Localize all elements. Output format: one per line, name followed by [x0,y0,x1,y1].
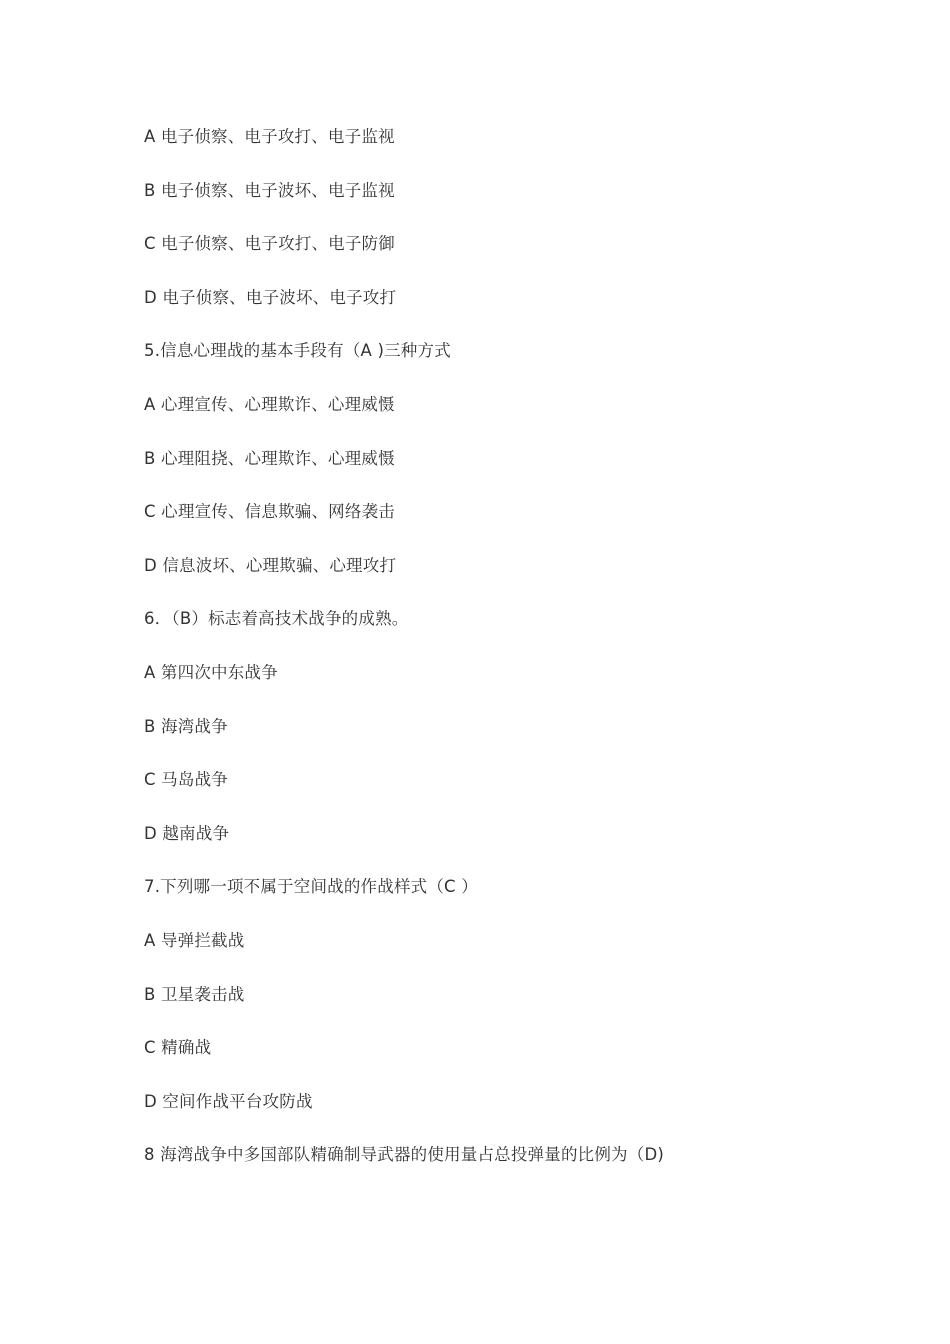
option-line: B 卫星袭击战 [144,984,245,1004]
option-line: D 信息波坏、心理欺骗、心理攻打 [144,555,397,575]
question-text-block [144,124,864,1196]
option-line: B 海湾战争 [144,716,228,736]
option-line: D 空间作战平台攻防战 [144,1091,313,1111]
question-line: 5.信息心理战的基本手段有（A )三种方式 [144,341,451,361]
question-line: 6．（B）标志着高技术战争的成熟。 [144,609,409,629]
option-line: A 心理宣传、心理欺诈、心理威慑 [144,394,395,414]
question-line: 8 海湾战争中多国部队精确制导武器的使用量占总投弹量的比例为（D) [144,1145,664,1165]
option-line: C 电子侦察、电子攻打、电子防御 [144,234,395,254]
option-line: A 第四次中东战争 [144,662,278,682]
option-line: C 精确战 [144,1038,212,1058]
option-line: B 心理阻挠、心理欺诈、心理威慑 [144,448,395,468]
option-line: C 马岛战争 [144,770,228,790]
question-line: 7.下列哪一项不属于空间战的作战样式（C ） [144,877,478,897]
option-line: B 电子侦察、电子波坏、电子监视 [144,180,395,200]
option-line: D 越南战争 [144,823,230,843]
option-line: D 电子侦察、电子波坏、电子攻打 [144,287,397,307]
option-line: A 电子侦察、电子攻打、电子监视 [144,127,395,146]
option-line: A 导弹拦截战 [144,930,245,950]
option-line: C 心理宣传、信息欺骗、网络袭击 [144,502,395,522]
